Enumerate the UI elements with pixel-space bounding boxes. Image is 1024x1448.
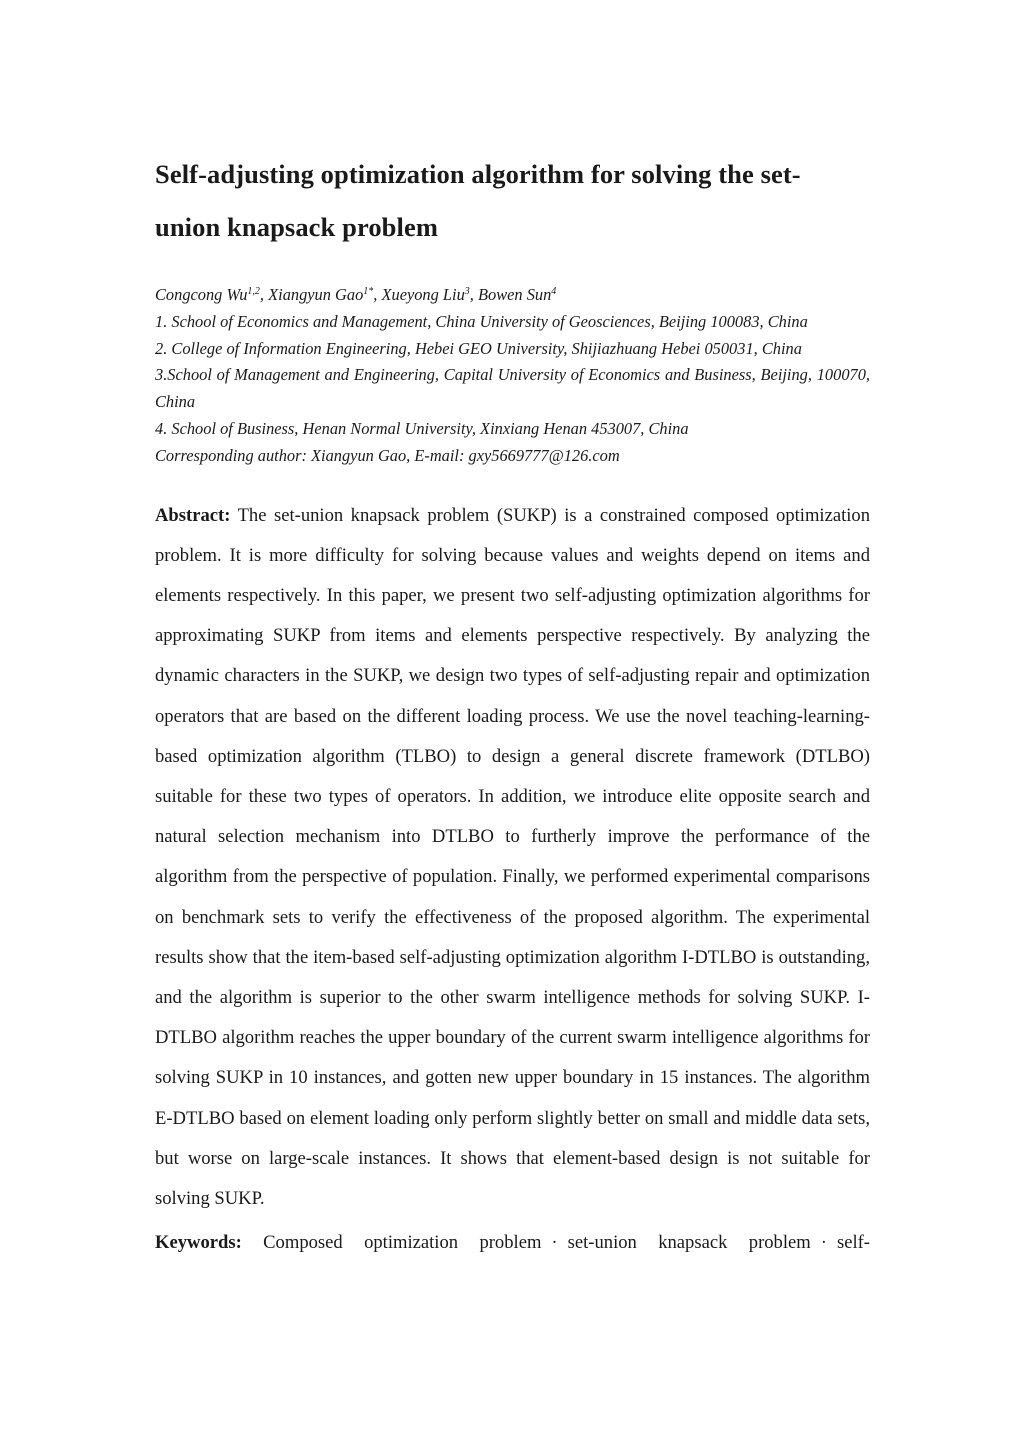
affiliation-1: 1. School of Economics and Management, China University of Geosciences, Beijing 100083, China: [155, 311, 808, 331]
affiliation-4: 4. School of Business, Henan Normal University, Xinxiang Henan 453007, China: [155, 418, 689, 438]
author-name: Xueyong Liu: [381, 285, 465, 304]
keyword-item: Composed optimization problem: [263, 1232, 542, 1254]
corresponding-author: Corresponding author: Xiangyun Gao, E-mail: gxy5669777@126.com: [155, 445, 620, 465]
keywords-label: Keywords:: [155, 1232, 242, 1254]
title-line-2: union knapsack problem: [155, 212, 439, 242]
author-name: Xiangyun Gao: [268, 285, 364, 304]
author-separator: ,: [373, 285, 382, 304]
abstract: [155, 496, 870, 1220]
paper-title: [155, 148, 870, 254]
keywords: [155, 1223, 870, 1263]
abstract-text: The set-union knapsack problem (SUKP) is a constrained composed optimization problem. It is more difficulty for solving because values and weights depend on items and elements respectively. In this paper, we present two self-adjusting optimization algorithms for approximating SUKP from items and elements perspective respectively. By analyzing the dynamic characters in the SUKP, we design two types of self-adjusting repair and optimization operators that are based on the different loading process. We use the novel teaching-learning-based optimization algorithm (TLBO) to design a general discrete framework (DTLBO) suitable for these two types of operators. In addition, we introduce elite opposite search and natural selection mechanism into DTLBO to furtherly improve the performance of the algorithm from the perspective of population. Finally, we performed experimental comparisons on benchmark sets to verify the effectiveness of the proposed algorithm. The experimental results show that the item-based self-adjusting optimization algorithm I-DTLBO is outstanding, and the algorithm is superior to the other swarm intelligence methods for solving SUKP. I-DTLBO algorithm reaches the upper boundary of the current swarm intelligence algorithms for solving SUKP in 10 instances, and gotten new upper boundary in 15 instances. The algorithm E-DTLBO based on element loading only perform slightly better on small and middle data sets, but worse on large-scale instances. It shows that element-based design is not suitable for solving SUKP.: [155, 504, 871, 1210]
keyword-item: self-: [836, 1232, 870, 1254]
author-affiliation-mark: 1*: [363, 286, 374, 297]
abstract-label: Abstract:: [155, 504, 231, 526]
affiliation-2: 2. College of Information Engineering, Hebei GEO University, Shijiazhuang Hebei 050031, China: [155, 338, 802, 358]
author-affiliation-mark: 4: [551, 286, 557, 297]
author-affiliation-mark: 1,2: [247, 286, 260, 297]
author-list: [155, 282, 870, 309]
paper-page: [155, 148, 870, 1263]
title-line-1: Self-adjusting optimization algorithm for solving the set-: [155, 159, 801, 189]
author-separator: ,: [469, 285, 478, 304]
author-affiliation-mark: 3: [464, 286, 470, 297]
keyword-separator: ·: [820, 1232, 827, 1254]
author-separator: ,: [259, 285, 269, 304]
keyword-item: set-union knapsack problem: [567, 1232, 811, 1254]
affiliation-3: 3.School of Management and Engineering, Capital University of Economics and Business, Beijing, 100070, China: [155, 365, 870, 412]
author-name: Congcong Wu: [155, 285, 248, 304]
keyword-separator: ·: [551, 1232, 558, 1254]
author-name: Bowen Sun: [478, 285, 552, 304]
